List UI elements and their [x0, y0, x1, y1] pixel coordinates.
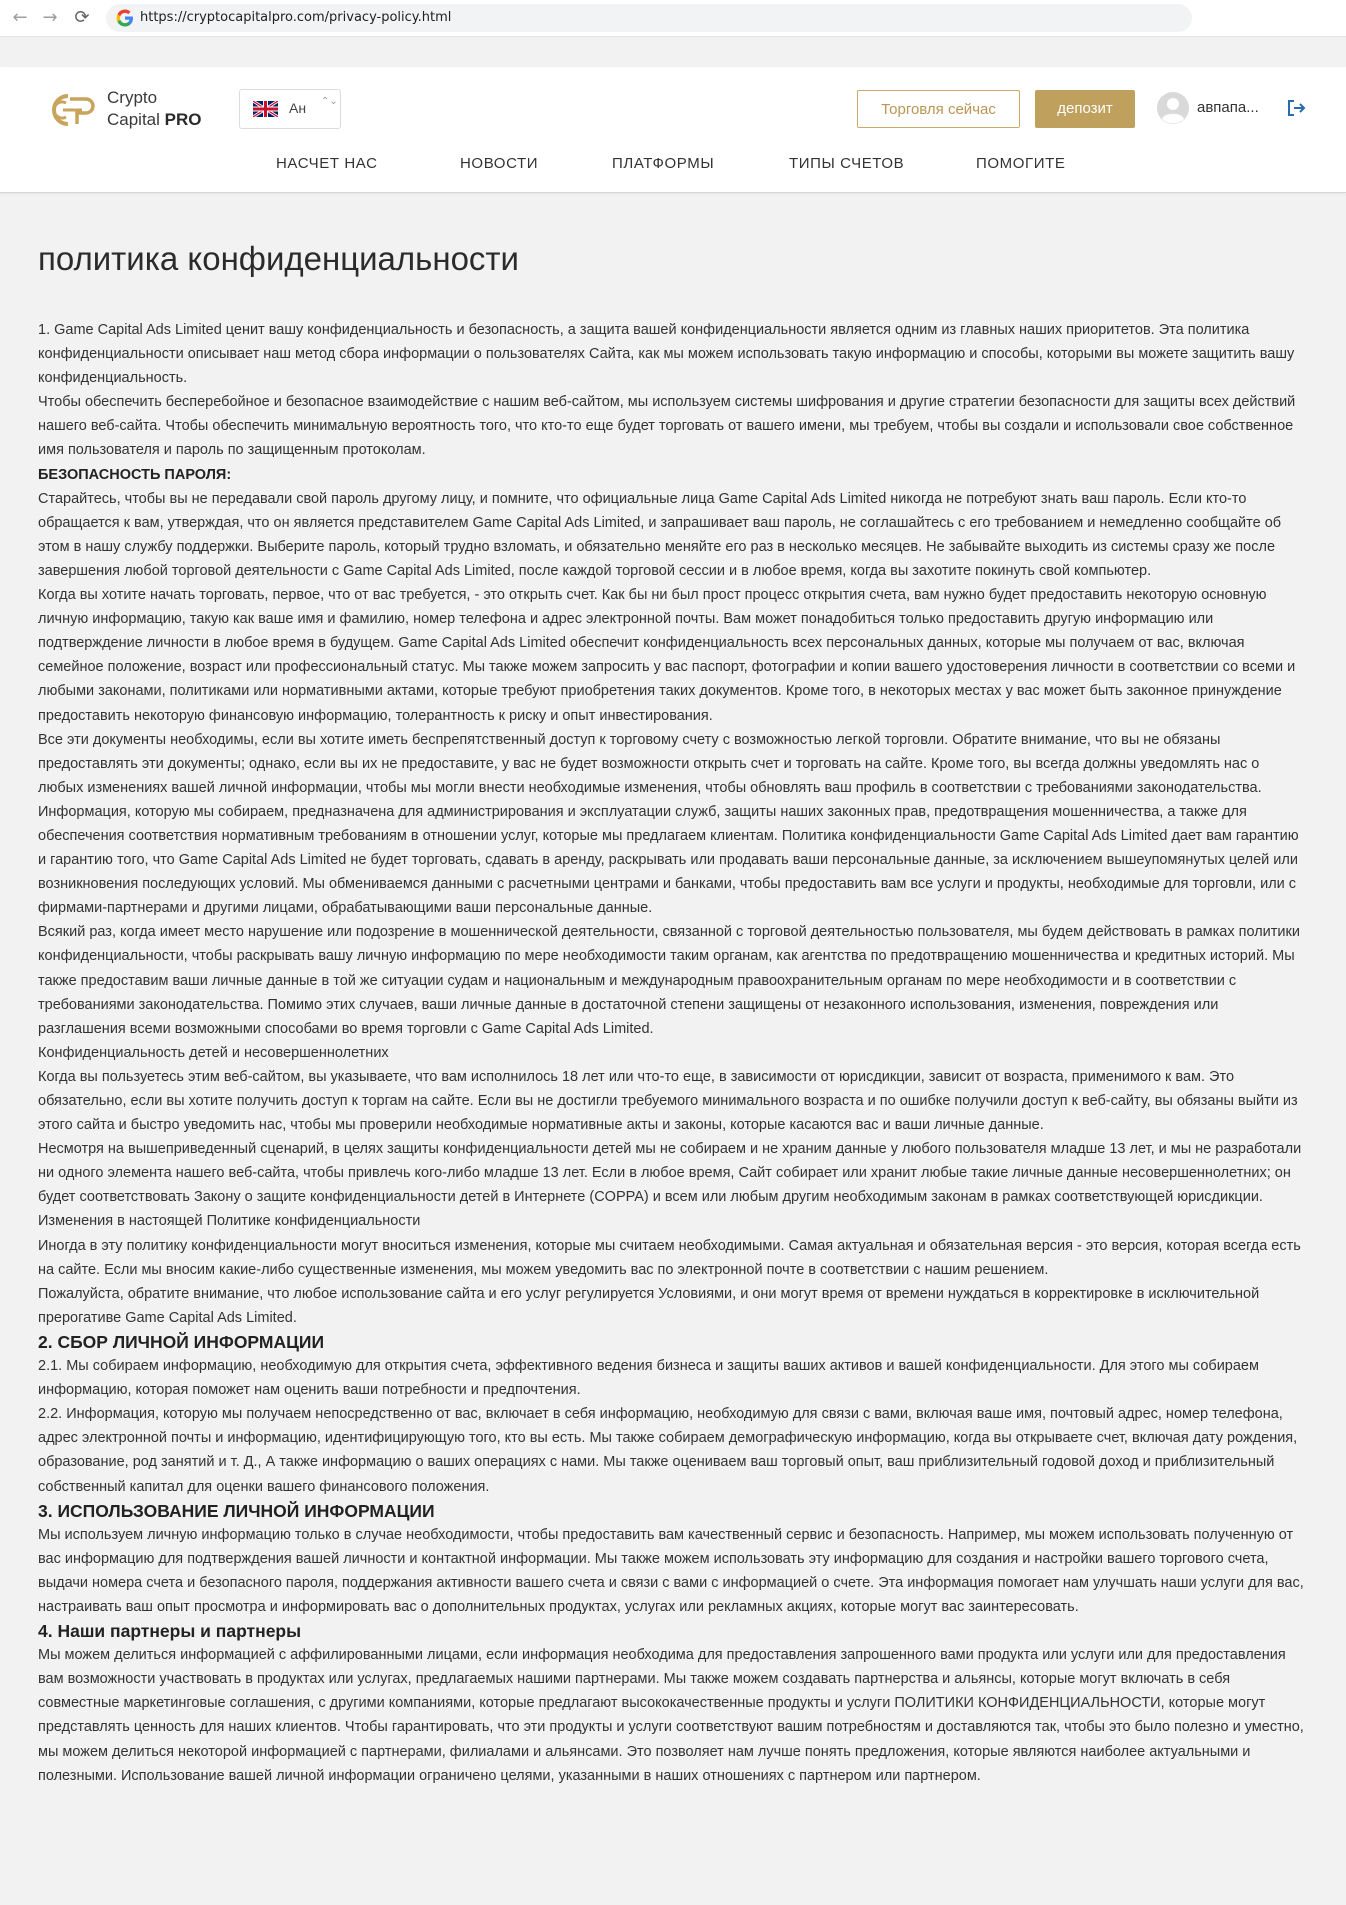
policy-paragraph: Когда вы пользуетесь этим веб-сайтом, вы указываете, что вам исполнилось 18 лет или что-то еще, в зависимости от юрисдикции, зависит от возраста, применимого к вам. Это обязательно, если вы хотите получить доступ к торгам на сайте. Если вы не достигли требуемого минимального возраста и по ошибке получили доступ к веб-сайту, вы обязаны выйти из этого сайта и быстро уведомить нас, чтобы мы проверили необходимые нормативные акты и законы, которые касаются вас и ваши личные данные. — [38, 1068, 1298, 1134]
section-heading: 3. ИСПОЛЬЗОВАНИЕ ЛИЧНОЙ ИНФОРМАЦИИ — [38, 1500, 435, 1521]
logout-icon[interactable] — [1286, 98, 1306, 118]
main-navigation — [0, 155, 1346, 177]
policy-paragraph: Чтобы обеспечить бесперебойное и безопасное взаимодействие с нашим веб-сайтом, мы используем системы шифрования и другие стратегии безопасности для защиты всех действий нашего веб-сайта. Чтобы обеспечить минимальную вероятность того, что кто-то еще будет торговать от вашего имени, мы требуем, чтобы вы создали и использовали свое собственное имя пользователя и пароль по защищенным протоколам. — [38, 394, 1296, 459]
back-arrow-icon[interactable]: ← — [12, 7, 28, 28]
policy-paragraph: Мы можем делиться информацией с аффилированными лицами, если информация необходима для предоставления запрошенного вами продукта или услуги или для предоставления вам возможности участвовать в продуктах или услугах, предлагаемых нашими партнерами. Мы также можем создавать партнерства и альянсы, которые могут включать в себя совместные маркетинговые соглашения, с другими компаниями, которые предлагают высококачественные продукты и услуги ПОЛИТИКИ КОНФИДЕНЦИАЛЬНОСТИ, которые могут представлять ценность для наших клиентов. Чтобы гарантировать, что эти продукты и услуги соответствуют вашим потребностям и доставляются так, чтобы это было полезно и уместно, мы можем делиться некоторой информацией с партнерами, филиалами и альянсами. Это позволяет нам лучше понять предложения, которые являются наиболее актуальными и полезными. Использование вашей личной информации ограничено целями, указанными в наших отношениях с партнером или партнером. — [38, 1647, 1304, 1784]
logo-text-capital: Capital PRO — [107, 110, 202, 129]
policy-paragraph: 2.1. Мы собираем информацию, необходимую для открытия счета, эффективного ведения бизнеса и защиты ваших активов и вашей конфиденциальности. Для этого мы собираем информацию, которая поможет нам оценить ваши потребности и предпочтения. — [38, 1358, 1259, 1399]
policy-paragraph: Изменения в настоящей Политике конфиденциальности — [38, 1213, 421, 1230]
policy-paragraph: Мы используем личную информацию только в случае необходимости, чтобы предоставить вам качественный сервис и безопасность. Например, мы можем использовать полученную от вас информацию для подтверждения вашей личности и контактной информации. Мы также можем использовать эту информацию для создания и настройки вашего торгового счета, выдачи номера счета и безопасного пароля, поддержания активности вашего счета и связи с вами с информацией о счете. Эта информация помогает нам улучшать наши услуги для вас, настраивать ваш опыт просмотра и информировать вас о дополнительных продуктах, услугах или рекламных акциях, которые могут вас заинтересовать. — [38, 1526, 1304, 1615]
reload-icon[interactable]: ⟳ — [74, 7, 90, 28]
nav-item-platforms[interactable]: ПЛАТФОРМЫ — [612, 155, 715, 172]
policy-paragraph: Когда вы хотите начать торговать, первое, что от вас требуется, - это открыть счет. Как бы ни был прост процесс открытия счета, вам нужно будет предоставить некоторую основную личную информацию, такую как ваше имя и фамилию, номер телефона и адрес электронной почты. Вам может понадобиться только предоставить другую информацию или подтверждение личности в любое время в будущем. Game Capital Ads Limited обеспечит конфиденциальность всех персональных данных, которые мы получаем от вас, включая семейное положение, возраст или профессиональный статус. Мы также можем запросить у вас паспорт, фотографии и копии вашего удостоверения личности в соответствии со всеми и любыми законами, политиками или нормативными актами, которые требуют приобретения таких документов. Кроме того, в некоторых местах у вас может быть законное принуждение предоставить некоторую финансовую информацию, толерантность к риску и опыт инвестирования. — [38, 587, 1296, 724]
sub-heading: БЕЗОПАСНОСТЬ ПАРОЛЯ: — [38, 466, 232, 483]
browser-toolbar — [0, 0, 1346, 37]
logo-text-crypto: Crypto — [107, 88, 158, 107]
address-bar[interactable] — [106, 4, 1192, 32]
policy-paragraph: 1. Game Capital Ads Limited ценит вашу конфиденциальность и безопасность, а защита вашей конфиденциальности является одним из главных наших приоритетов. Эта политика конфиденциальности описывает наш метод сбора информации о пользователях Сайта, как мы можем использовать такую информацию и способы, которыми вы можете защитить вашу конфиденциальность. — [38, 322, 1295, 387]
policy-paragraph: 2.2. Информация, которую мы получаем непосредственно от вас, включает в себя информацию, необходимую для связи с вами, включая ваше имя, почтовый адрес, номер телефона, адрес электронной почты и информацию, идентифицирующую того, кто вы есть. Мы также собираем демографическую информацию, когда вы открываете счет, включая дату рождения, образование, род занятий и т. Д., А также информацию о ваших операциях с нами. Мы также оцениваем ваш торговый опыт, ваш приблизительный годовой доход и приблизительный собственный капитал для оценки вашего финансового положения. — [38, 1406, 1298, 1495]
deposit-button[interactable]: депозит — [1035, 90, 1135, 128]
language-label: Ан — [289, 100, 307, 116]
policy-paragraph: Старайтесь, чтобы вы не передавали свой пароль другому лицу, и помните, что официальные лица Game Capital Ads Limited никогда не потребуют знать ваш пароль. Если кто-то обращается к вам, утверждая, что он является представителем Game Capital Ads Limited, и запрашивает ваш пароль, не соглашайтесь с его требованием и немедленно сообщайте об этом в нашу службу поддержки. Выберите пароль, который трудно взломать, и обязательно меняйте его раз в несколько месяцев. Не забывайте выходить из системы сразу же после завершения любой торговой деятельности с Game Capital Ads Limited, после каждой торговой сессии и в любое время, когда вы захотите покинуть свой компьютер. — [38, 490, 1282, 579]
forward-arrow-icon[interactable]: → — [42, 7, 58, 28]
nav-item-about[interactable]: НАСЧЕТ НАС — [276, 155, 378, 172]
policy-paragraph: Несмотря на вышеприведенный сценарий, в целях защиты конфиденциальности детей мы не собираем и не храним данные у любого пользователя младше 13 лет, и мы не разработали ни одного элемента нашего веб-сайта, чтобы привлечь кого-либо младше 13 лет. Если в любое время, Сайт собирает или хранит любые такие личные данные несовершеннолетних; он будет соответствовать Закону о защите конфиденциальности детей в Интернете (COPPA) и всем или любым другим необходимым законам в рамках соответствующей юрисдикции. — [38, 1141, 1302, 1206]
trade-now-button[interactable]: Торговля сейчас — [857, 90, 1020, 128]
page-title: политика конфиденциальности — [38, 240, 519, 277]
policy-paragraph: Конфиденциальность детей и несовершеннолетних — [38, 1044, 389, 1061]
policy-paragraph: Все эти документы необходимы, если вы хотите иметь беспрепятственный доступ к торговому счету с возможностью легкой торговли. Обратите внимание, что вы не обязаны предоставлять эти документы; однако, если вы их не предоставите, у вас не будет возможности открыть счет и торговать на сайте. Кроме того, вы всегда должны уведомлять нас о любых изменениях вашей личной информации, чтобы мы могли внести необходимые изменения, чтобы обновлять ваш профиль в соответствии с требованиями законодательства. — [38, 731, 1262, 796]
policy-content — [38, 318, 1308, 1788]
section-heading: 2. СБОР ЛИЧНОЙ ИНФОРМАЦИИ — [38, 1331, 325, 1352]
policy-paragraph: Информация, которую мы собираем, предназначена для администрирования и эксплуатации служб, защиты наших законных прав, предотвращения мошенничества, а также для обеспечения соответствия нормативным требованиям в отношении услуг, которые мы предлагаем клиентам. Политика конфиденциальности Game Capital Ads Limited дает вам гарантию и гарантию того, что Game Capital Ads Limited не будет торговать, сдавать в аренду, раскрывать или продавать ваши персональные данные, за исключением вышеупомянутых целей или возникновения последующих условий. Мы обмениваемся данными с расчетными центрами и банками, чтобы предоставить вам все услуги и продукты, необходимые для торговли, или с фирмами-партнерами и другими лицами, обрабатывающими ваши персональные данные. — [38, 803, 1299, 917]
language-select[interactable] — [239, 89, 341, 129]
nav-item-news[interactable]: НОВОСТИ — [460, 155, 539, 172]
nav-item-account-types[interactable]: ТИПЫ СЧЕТОВ — [789, 155, 905, 172]
site-header — [0, 67, 1346, 193]
crypto-capital-logo-icon — [46, 90, 98, 130]
logo[interactable] — [46, 87, 216, 132]
user-avatar-icon[interactable] — [1156, 91, 1190, 125]
nav-item-help[interactable]: ПОМОГИТЕ — [976, 155, 1066, 172]
policy-paragraph: Всякий раз, когда имеет место нарушение или подозрение в мошеннической деятельности, связанной с торговой деятельностью пользователя, мы будем действовать в рамках политики конфиденциальности, чтобы раскрывать вашу личную информацию по мере необходимости таким органам, как агентства по предотвращению мошенничества и кредитных историй. Мы также предоставим ваши личные данные в той же ситуации судам и национальным и международным правоохранительным органам по мере необходимости и в соответствии с требованиями законодательства. Помимо этих случаев, ваши личные данные в достаточной степени защищены от незаконного использования, изменения, повреждения или разглашения всеми возможными способами во время торговли с Game Capital Ads Limited. — [38, 924, 1300, 1037]
url-text: https://cryptocapitalpro.com/privacy-policy.html — [140, 10, 452, 25]
google-icon — [116, 9, 134, 27]
username[interactable]: авпапа... — [1197, 99, 1259, 116]
policy-paragraph: Пожалуйста, обратите внимание, что любое использование сайта и его услуг регулируется Условиями, и они могут время от времени нуждаться в корректировке в исключительной прерогативе Game Capital Ads Limited. — [38, 1285, 1260, 1326]
select-arrows-icon: ⌃⌄ — [321, 96, 338, 107]
section-heading: 4. Наши партнеры и партнеры — [38, 1621, 302, 1642]
uk-flag-icon — [253, 101, 278, 117]
policy-paragraph: Иногда в эту политику конфиденциальности могут вноситься изменения, которые мы считаем необходимыми. Самая актуальная и обязательная версия - это версия, которая всегда есть на сайте. Если мы вносим какие-либо существенные изменения, мы можем уведомить вас по электронной почте в соответствии с нашим решением. — [38, 1237, 1301, 1278]
